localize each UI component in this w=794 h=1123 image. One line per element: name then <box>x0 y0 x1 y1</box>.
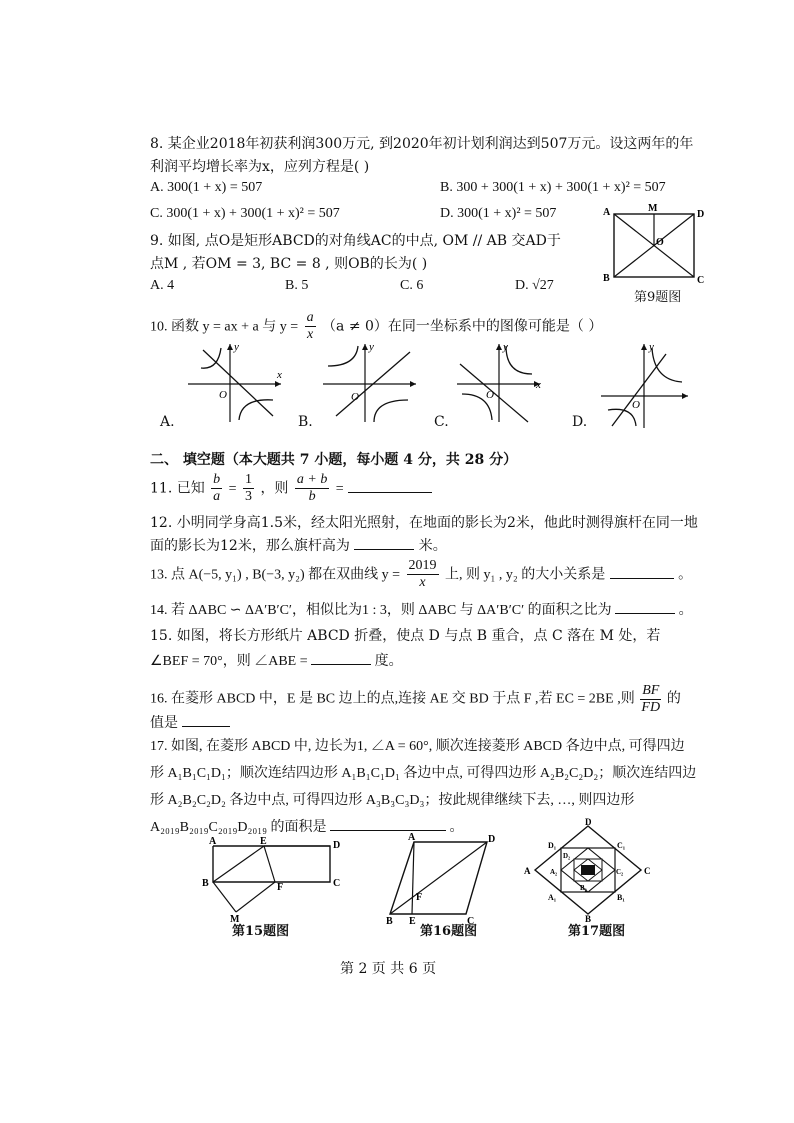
q15-line2-b: 度。 <box>374 654 403 669</box>
q10-frac-den: x <box>306 327 314 342</box>
q10-option-a: A. <box>160 414 175 430</box>
q16-fraction <box>640 683 661 716</box>
q10a-y: y <box>234 341 239 353</box>
q16-line2 <box>150 712 230 732</box>
q16-caption: 第16题图 <box>420 924 478 939</box>
q11-f3-num: a + b <box>296 472 328 487</box>
q13-prefix: 13. 点 A(−5, y₁) , B(−3, y₂) 都在双曲线 y = <box>150 567 401 583</box>
q15-label-e: E <box>260 836 267 847</box>
q17-label-d1: D₁ <box>548 841 557 850</box>
q10-stem-prefix: 10. 函数 y = ax + a 与 y = <box>150 319 299 335</box>
q17-label-c1: C₁ <box>617 841 626 850</box>
q16-label-e: E <box>409 916 416 927</box>
q15-line1: 15. 如图，将长方形纸片 ABCD 折叠，使点 D 与点 B 重合，点 C 落在 M 处，若 <box>150 628 661 644</box>
q8-stem-line1: 8. 某企业2018年初获利润300万元, 到2020年初计划利润达到507万元。设这两年的年 <box>150 136 694 152</box>
q9-caption: 第9题图 <box>634 290 682 305</box>
q10-graph-d <box>596 340 696 430</box>
q17-caption: 第17题图 <box>568 924 626 939</box>
q11-frac2 <box>243 472 254 505</box>
q13-suffix: 上, 则 y₁ , y₂ 的大小关系是 <box>444 567 606 583</box>
q15-label-c: C <box>333 878 341 889</box>
q17-line1: 17. 如图, 在菱形 ABCD 中, 边长为1, ∠A = 60°, 顺次连接菱形 ABCD 各边中点, 可得四边 <box>150 739 685 754</box>
q8-option-a: A. 300(1 + x) = 507 <box>150 180 263 195</box>
q12-answer-blank[interactable] <box>354 549 414 550</box>
q9-option-a: A. 4 <box>150 278 175 293</box>
q17-figure <box>520 817 660 924</box>
q9-label-d: D <box>697 209 705 220</box>
q10d-o: O <box>632 399 640 411</box>
q16-label-c: C <box>467 916 475 927</box>
q10-option-d: D. <box>572 414 588 430</box>
q10c-o: O <box>486 389 494 401</box>
q12-line1: 12. 小明同学身高1.5米，经太阳光照射，在地面的影长为2米，他此时测得旗杆在同一地 <box>150 515 698 531</box>
q17-label-a2: A₂ <box>550 868 558 876</box>
q16-answer-blank[interactable] <box>182 726 230 727</box>
q11-line <box>150 472 432 505</box>
q9-label-b: B <box>603 273 610 284</box>
q11-frac3 <box>295 472 329 505</box>
q10b-y: y <box>369 341 374 353</box>
q15-answer-blank[interactable] <box>311 664 371 665</box>
q10a-o: O <box>219 389 227 401</box>
q9-figure <box>600 203 715 288</box>
q15-caption: 第15题图 <box>232 924 290 939</box>
q10-frac-num: a <box>306 310 314 325</box>
q9-option-d: D. √27 <box>515 278 554 293</box>
q10d-y: y <box>649 341 654 353</box>
q17-line3: 形 A₂B₂C₂D₂ 各边中点, 可得四边形 A₃B₃C₃D₃；按此规律继续下去, …, 则四边形 <box>150 793 635 808</box>
q16-label-d: D <box>488 834 496 845</box>
q15-figure <box>200 836 350 926</box>
q8-option-d: D. 300(1 + x)² = 507 <box>440 206 557 221</box>
q17-label-d: D <box>585 817 592 827</box>
q10-stem-suffix: （a ≠ 0）在同一坐标系中的图像可能是（ ） <box>322 318 603 335</box>
q15-line2 <box>150 650 403 670</box>
q12-line2 <box>150 535 447 555</box>
q11-f1-den: a <box>213 489 221 504</box>
q11-mid: ，则 <box>260 480 289 497</box>
q8-option-b: B. 300 + 300(1 + x) + 300(1 + x)² = 507 <box>440 180 666 195</box>
q14-end: 。 <box>678 603 693 618</box>
q16-label-b: B <box>386 916 393 927</box>
q14-text: 14. 若 ΔABC ∽ ΔA′B′C′，相似比为1 : 3，则 ΔABC 与 ΔA′B′C′ 的面积之比为 <box>150 603 612 618</box>
q10-stem <box>150 310 602 343</box>
q15-label-a: A <box>209 836 217 847</box>
q10-fraction <box>305 310 316 343</box>
q16-suffix: 的 <box>666 691 681 707</box>
q9-label-o: O <box>656 237 664 248</box>
q16-f-num: BF <box>642 683 660 698</box>
q11-answer-blank[interactable] <box>348 492 432 493</box>
q11-f3-den: b <box>308 489 316 504</box>
q9-label-a: A <box>603 207 611 218</box>
q17-label-a: A <box>524 866 531 876</box>
q17-line2: 形 A₁B₁C₁D₁；顺次连结四边形 A₁B₁C₁D₁ 各边中点, 可得四边形 A₂B₂C₂D₂；顺次连结四边 <box>150 766 697 781</box>
q13-f-num: 2019 <box>408 558 437 573</box>
q11-frac1 <box>211 472 222 505</box>
q11-f2-num: 1 <box>244 472 252 487</box>
q13-end: 。 <box>678 566 693 583</box>
q10-option-c: C. <box>434 414 449 430</box>
q16-f-den: FD <box>641 700 661 715</box>
q16-line2-text: 值是 <box>150 715 178 731</box>
q16-figure <box>380 832 505 927</box>
q13-answer-blank[interactable] <box>610 578 674 579</box>
q10-graph-c <box>452 340 557 425</box>
q15-label-b: B <box>202 878 209 889</box>
q17-line4-b: 。 <box>449 820 464 835</box>
q17-label-d2: D₂ <box>563 852 571 860</box>
q11-f1-num: b <box>213 472 221 487</box>
q10c-x: x <box>536 379 541 391</box>
q16-label-a: A <box>408 832 416 843</box>
q10-graph-a <box>183 340 288 425</box>
q15-line2-a: ∠BEF = 70°，则 ∠ABE = <box>150 654 308 669</box>
page-footer: 第 2 页 共 6 页 <box>340 961 437 977</box>
q15-label-f: F <box>277 882 284 893</box>
q9-option-c: C. 6 <box>400 278 424 293</box>
q10-option-b: B. <box>298 414 313 430</box>
q10c-y: y <box>503 341 508 353</box>
q9-stem-line2: 点M , 若OM = 3, BC = 8 , 则OB的长为( ) <box>150 256 428 272</box>
q11-prefix: 11. 已知 <box>150 480 205 497</box>
q17-label-c2: C₂ <box>616 868 624 876</box>
q17-label-b: B <box>585 914 592 924</box>
q10b-o: O <box>351 391 359 403</box>
q9-option-b: B. 5 <box>285 278 309 293</box>
q8-stem-line2: 利润平均增长率为x，应列方程是( ) <box>150 159 370 175</box>
q11-suffix: = <box>335 481 344 497</box>
q17-label-b2: B₂ <box>580 884 587 892</box>
q17-answer-blank[interactable] <box>330 830 446 831</box>
q10a-x: x <box>277 369 282 381</box>
q17-label-b1: B₁ <box>617 893 625 902</box>
q13-f-den: x <box>419 575 426 590</box>
q10-graph-b <box>318 340 423 425</box>
section-2-title: 二、 填空题（本大题共 7 小题，每小题 4 分，共 28 分） <box>150 452 518 468</box>
q12-line2-a: 面的影长为12米，那么旗杆高为 <box>150 538 350 554</box>
q17-label-c: C <box>644 866 651 876</box>
q16-prefix: 16. 在菱形 ABCD 中，E 是 BC 边上的点,连接 AE 交 BD 于点 F ,若 EC = 2BE ,则 <box>150 691 635 707</box>
q9-stem-line1: 9. 如图, 点O是矩形ABCD的对角线AC的中点, OM // AB 交AD于 <box>150 233 561 249</box>
q13-line <box>150 558 692 591</box>
q11-f2-den: 3 <box>244 489 252 504</box>
q17-label-a1: A₁ <box>548 893 557 902</box>
q9-label-c: C <box>697 275 705 286</box>
q17-line4-a: A₂₀₁₉B₂₀₁₉C₂₀₁₉D₂₀₁₉ 的面积是 <box>150 820 327 835</box>
q8-option-c: C. 300(1 + x) + 300(1 + x)² = 507 <box>150 206 340 221</box>
q14-line <box>150 599 693 619</box>
q14-answer-blank[interactable] <box>615 613 675 614</box>
q15-label-d: D <box>333 840 341 851</box>
q13-fraction <box>407 558 439 591</box>
q15-label-m: M <box>230 914 240 925</box>
q12-line2-b: 米。 <box>418 538 447 554</box>
q9-label-m: M <box>648 203 658 214</box>
q16-label-f: F <box>416 892 423 903</box>
q11-eq: = <box>228 481 237 497</box>
